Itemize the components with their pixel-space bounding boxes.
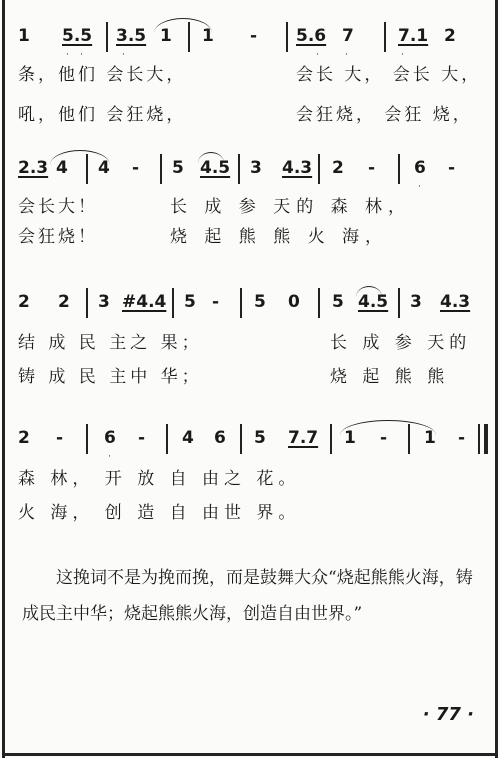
lyric-line-2-cont: 会狂烧， 会狂 烧， (296, 105, 473, 125)
bar-line (330, 424, 332, 454)
octave-dot: · (108, 452, 111, 462)
note: 4.5 (358, 292, 389, 312)
notation-row (0, 150, 500, 192)
bar-line (398, 154, 400, 184)
octave-dot: · (418, 182, 421, 192)
lyric-line-2-cont: 烧 起 熊 熊 火 海， (170, 227, 389, 247)
note: 2 (18, 292, 30, 312)
note: 3 (98, 292, 110, 312)
score-system-3 (0, 284, 500, 387)
note: - (368, 158, 376, 178)
lyric-line-2: 铸 成 民 主中 华； (18, 367, 203, 387)
note: 1 (160, 26, 172, 46)
note: 2.3 (18, 158, 49, 178)
note: 6 (414, 158, 426, 178)
lyric-line-2: 火 海， 创 造 自 由世 界。 (18, 503, 301, 523)
octave-dot: · (316, 50, 319, 60)
bar-line (160, 154, 162, 184)
note: 5.5 (62, 26, 93, 46)
note: 5 (184, 292, 196, 312)
lyric-line-1: 会长大！ (18, 197, 98, 217)
lyric-line-1: 结 成 民 主之 果； (18, 333, 203, 353)
lyric-line-1-cont: 长 成 参 天的 森 林， (170, 197, 412, 217)
note: - (138, 428, 146, 448)
score-system-1 (0, 18, 500, 125)
bar-line (86, 424, 88, 454)
note: 7 (342, 26, 354, 46)
note: 4 (98, 158, 110, 178)
bar-line (172, 288, 174, 318)
score-system-2 (0, 150, 500, 247)
note: 1 (344, 428, 356, 448)
note: 3 (410, 292, 422, 312)
bar-line (166, 424, 168, 454)
note: - (448, 158, 456, 178)
bar-line (238, 154, 240, 184)
note: 7.1 (398, 26, 429, 46)
notation-row (0, 18, 500, 60)
bar-line (478, 424, 480, 454)
note: 3 (250, 158, 262, 178)
note: - (250, 26, 258, 46)
body-paragraph: 这挽词不是为挽而挽，而是鼓舞大众“烧起熊熊火海，铸成民主中华；烧起熊熊火海，创造自由世界。” (22, 568, 473, 624)
bar-line (318, 288, 320, 318)
octave-dot: · (80, 50, 83, 60)
note: 2 (332, 158, 344, 178)
note: 5 (254, 428, 266, 448)
notation-row (0, 284, 500, 320)
note: 4.3 (440, 292, 471, 312)
note: - (56, 428, 64, 448)
lyric-line-2-cont: 烧 起 熊 熊 (330, 367, 450, 387)
note: 4.3 (282, 158, 313, 178)
note: 3.5 (116, 26, 147, 46)
note: - (458, 428, 466, 448)
lyric-line-2: 会狂烧！ (18, 227, 98, 247)
octave-dot: · (345, 50, 348, 60)
note: 2 (18, 428, 30, 448)
lyric-line-1-cont: 长 成 参 天的 (330, 333, 472, 353)
bar-line (188, 22, 190, 52)
note: - (132, 158, 140, 178)
note: 1 (424, 428, 436, 448)
final-bar-line (484, 424, 488, 454)
right-border (495, 0, 498, 758)
note: 6 (214, 428, 226, 448)
note: #4.4 (122, 292, 167, 312)
bottom-border (2, 753, 498, 756)
note: 0 (288, 292, 300, 312)
note: 7.7 (288, 428, 319, 448)
bar-line (240, 288, 242, 318)
page-number: · 77 · (422, 704, 474, 725)
note: - (380, 428, 388, 448)
note: 2 (58, 292, 70, 312)
note: 5 (332, 292, 344, 312)
bar-line (286, 22, 288, 52)
notation-row (0, 420, 500, 462)
octave-dot: · (401, 50, 404, 60)
bar-line (398, 288, 400, 318)
bar-line (86, 288, 88, 318)
note: 4.5 (200, 158, 231, 178)
note: 4 (56, 158, 68, 178)
score-system-4 (0, 420, 500, 523)
lyric-line-2: 吼，他们 会狂烧， (18, 105, 187, 125)
note: 1 (18, 26, 30, 46)
bar-line (86, 154, 88, 184)
note: 5.6 (296, 26, 327, 46)
note: 5 (172, 158, 184, 178)
note: 5 (254, 292, 266, 312)
octave-dot: · (66, 50, 69, 60)
note: 1 (202, 26, 214, 46)
bar-line (408, 424, 410, 454)
bar-line (318, 154, 320, 184)
note: 4 (182, 428, 194, 448)
left-border (2, 0, 5, 758)
lyric-line-1: 森 林， 开 放 自 由之 花。 (18, 469, 301, 489)
lyric-line-1-cont: 会长 大， 会长 大， (296, 65, 482, 85)
note: - (212, 292, 220, 312)
bar-line (384, 22, 386, 52)
note: 6 (104, 428, 116, 448)
octave-dot: · (122, 50, 125, 60)
bar-line (240, 424, 242, 454)
bar-line (106, 22, 108, 52)
note: 2 (444, 26, 456, 46)
lyric-line-1: 条，他们 会长大， (18, 65, 187, 85)
